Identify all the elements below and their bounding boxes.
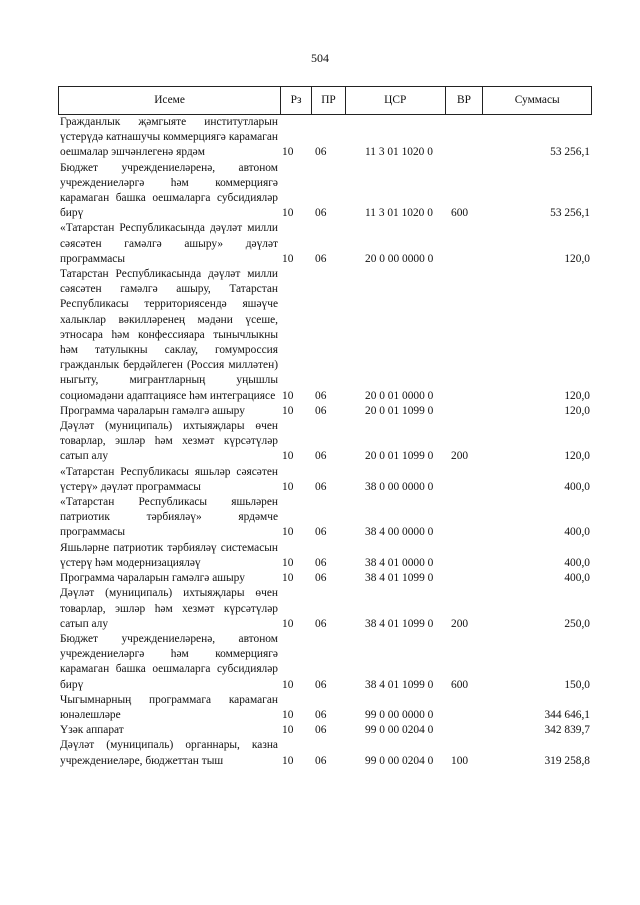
table-body xyxy=(58,115,592,769)
cell-sum: 342 839,7 xyxy=(544,724,590,737)
cell-rz: 10 xyxy=(282,404,294,417)
header-pr: ПР xyxy=(311,87,345,114)
cell-csr: 99 0 00 0204 0 xyxy=(365,724,434,737)
cell-rz: 10 xyxy=(282,617,294,630)
table-row xyxy=(58,404,592,419)
table-row xyxy=(58,693,592,723)
cell-csr: 20 0 01 1099 0 xyxy=(365,404,434,417)
cell-sum: 400,0 xyxy=(564,556,590,569)
cell-sum: 319 258,8 xyxy=(544,754,590,767)
cell-csr: 38 4 01 0000 0 xyxy=(365,556,434,569)
cell-sum: 53 256,1 xyxy=(550,207,590,220)
cell-vr: 600 xyxy=(451,678,469,691)
table-row xyxy=(58,115,592,161)
header-name: Исеме xyxy=(154,93,185,106)
cell-pr: 06 xyxy=(315,480,327,493)
table-row xyxy=(58,738,592,768)
cell-pr: 06 xyxy=(315,754,327,767)
cell-csr: 38 4 01 1099 0 xyxy=(365,678,434,691)
table-row xyxy=(58,221,592,267)
cell-rz: 10 xyxy=(282,708,294,721)
table-row xyxy=(58,586,592,632)
cell-sum: 120,0 xyxy=(564,450,590,463)
cell-name: Чыгымнарның программага карамаган юнәлешләре xyxy=(60,693,278,721)
cell-pr: 06 xyxy=(315,708,327,721)
budget-table xyxy=(58,86,592,769)
cell-rz: 10 xyxy=(282,526,294,539)
cell-vr: 200 xyxy=(451,617,469,630)
cell-csr: 11 3 01 1020 0 xyxy=(365,207,433,220)
table-row xyxy=(58,495,592,541)
cell-pr: 06 xyxy=(315,207,327,220)
cell-name: «Татарстан Республикасында дәүләт милли сәясәтен гамәлгә ашыру» дәүләт программасы xyxy=(60,222,278,265)
cell-csr: 20 0 00 0000 0 xyxy=(365,252,434,265)
cell-sum: 53 256,1 xyxy=(550,146,590,159)
cell-name: Дәүләт (муниципаль) органнары, казна учреждениеләре, бюджеттан тыш xyxy=(60,739,278,767)
table-row xyxy=(58,267,592,404)
cell-sum: 250,0 xyxy=(564,617,590,630)
cell-rz: 10 xyxy=(282,480,294,493)
cell-sum: 400,0 xyxy=(564,572,590,585)
cell-vr: 200 xyxy=(451,450,469,463)
cell-name: Дәүләт (муниципаль) ихтыяҗлары өчен товарлар, эшләр һәм хезмәт күрсәтүләр сатып алу xyxy=(60,420,278,463)
cell-rz: 10 xyxy=(282,207,294,220)
table-row xyxy=(58,161,592,222)
table-header xyxy=(58,86,592,115)
header-vr: ВР xyxy=(445,87,483,114)
cell-rz: 10 xyxy=(282,678,294,691)
cell-pr: 06 xyxy=(315,572,327,585)
cell-pr: 06 xyxy=(315,617,327,630)
header-sum: Суммасы xyxy=(482,87,591,114)
cell-csr: 20 0 01 0000 0 xyxy=(365,389,434,402)
cell-name: Бюджет учреждениеләренә, автоном учреждениеләргә һәм коммерциягә карамаган башка оешмаларга субсидияләр бирү xyxy=(60,161,278,220)
cell-pr: 06 xyxy=(315,556,327,569)
cell-name: Гражданлык җәмгыяте институтларын үстерүдә катнашучы коммерциягә карамаган оешмалар эшчәнлегенә ярдәм xyxy=(60,116,278,159)
page-number: 504 xyxy=(311,51,329,65)
cell-pr: 06 xyxy=(315,678,327,691)
cell-name: Татарстан Республикасында дәүләт милли сәясәтен гамәлгә ашыру, Татарстан Республикасы территориясендә яшәүче халыклар вәкилләренең мәдәни үсеше, этносара һәм конфессияара тынычлыкны һәм татулыкны саклау, гомумроссия гражданлык бердәйлеген (Россия милләтен) ныгыту, мигрантларның уңышлы социомәдәни адаптациясе һәм интеграциясе xyxy=(60,268,278,402)
cell-rz: 10 xyxy=(282,146,294,159)
cell-rz: 10 xyxy=(282,252,294,265)
table-row xyxy=(58,541,592,571)
cell-pr: 06 xyxy=(315,450,327,463)
cell-sum: 344 646,1 xyxy=(544,708,590,721)
cell-rz: 10 xyxy=(282,572,294,585)
cell-pr: 06 xyxy=(315,404,327,417)
cell-pr: 06 xyxy=(315,389,327,402)
cell-name: Үзәк аппарат xyxy=(60,724,124,737)
table-row xyxy=(58,419,592,465)
cell-sum: 120,0 xyxy=(564,404,590,417)
cell-csr: 38 4 01 1099 0 xyxy=(365,617,434,630)
cell-csr: 38 4 00 0000 0 xyxy=(365,526,434,539)
table-row xyxy=(58,723,592,738)
cell-rz: 10 xyxy=(282,389,294,402)
cell-csr: 99 0 00 0204 0 xyxy=(365,754,434,767)
cell-name: Яшьләрне патриотик тәрбияләү системасын үстерү һәм модернизацияләү xyxy=(60,541,278,569)
cell-csr: 20 0 01 1099 0 xyxy=(365,450,434,463)
header-csr: ЦСР xyxy=(345,87,445,114)
table-row xyxy=(58,465,592,495)
cell-csr: 11 3 01 1020 0 xyxy=(365,146,433,159)
cell-vr: 600 xyxy=(451,207,469,220)
cell-csr: 38 4 01 1099 0 xyxy=(365,572,434,585)
cell-sum: 400,0 xyxy=(564,526,590,539)
cell-csr: 38 0 00 0000 0 xyxy=(365,480,434,493)
cell-rz: 10 xyxy=(282,450,294,463)
cell-name: Программа чараларын гамәлгә ашыру xyxy=(60,572,245,585)
cell-rz: 10 xyxy=(282,724,294,737)
cell-name: Бюджет учреждениеләренә, автоном учреждениеләргә һәм коммерциягә карамаган башка оешмаларга субсидияләр бирү xyxy=(60,632,278,691)
cell-sum: 150,0 xyxy=(564,678,590,691)
cell-sum: 400,0 xyxy=(564,480,590,493)
cell-pr: 06 xyxy=(315,526,327,539)
cell-name: Дәүләт (муниципаль) ихтыяҗлары өчен товарлар, эшләр һәм хезмәт күрсәтүләр сатып алу xyxy=(60,587,278,630)
cell-name: Программа чараларын гамәлгә ашыру xyxy=(60,404,245,417)
cell-rz: 10 xyxy=(282,556,294,569)
cell-pr: 06 xyxy=(315,724,327,737)
cell-pr: 06 xyxy=(315,252,327,265)
cell-name: «Татарстан Республикасы яшьләрен патриотик тәрбияләү» ярдәмче программасы xyxy=(60,496,278,539)
cell-sum: 120,0 xyxy=(564,389,590,402)
cell-csr: 99 0 00 0000 0 xyxy=(365,708,434,721)
cell-name: «Татарстан Республикасы яшьләр сәясәтен үстерү» дәүләт программасы xyxy=(60,465,278,493)
cell-pr: 06 xyxy=(315,146,327,159)
header-rz: Рз xyxy=(280,87,311,114)
table-row xyxy=(58,571,592,586)
table-row xyxy=(58,632,592,693)
cell-rz: 10 xyxy=(282,754,294,767)
cell-vr: 100 xyxy=(451,754,469,767)
cell-sum: 120,0 xyxy=(564,252,590,265)
